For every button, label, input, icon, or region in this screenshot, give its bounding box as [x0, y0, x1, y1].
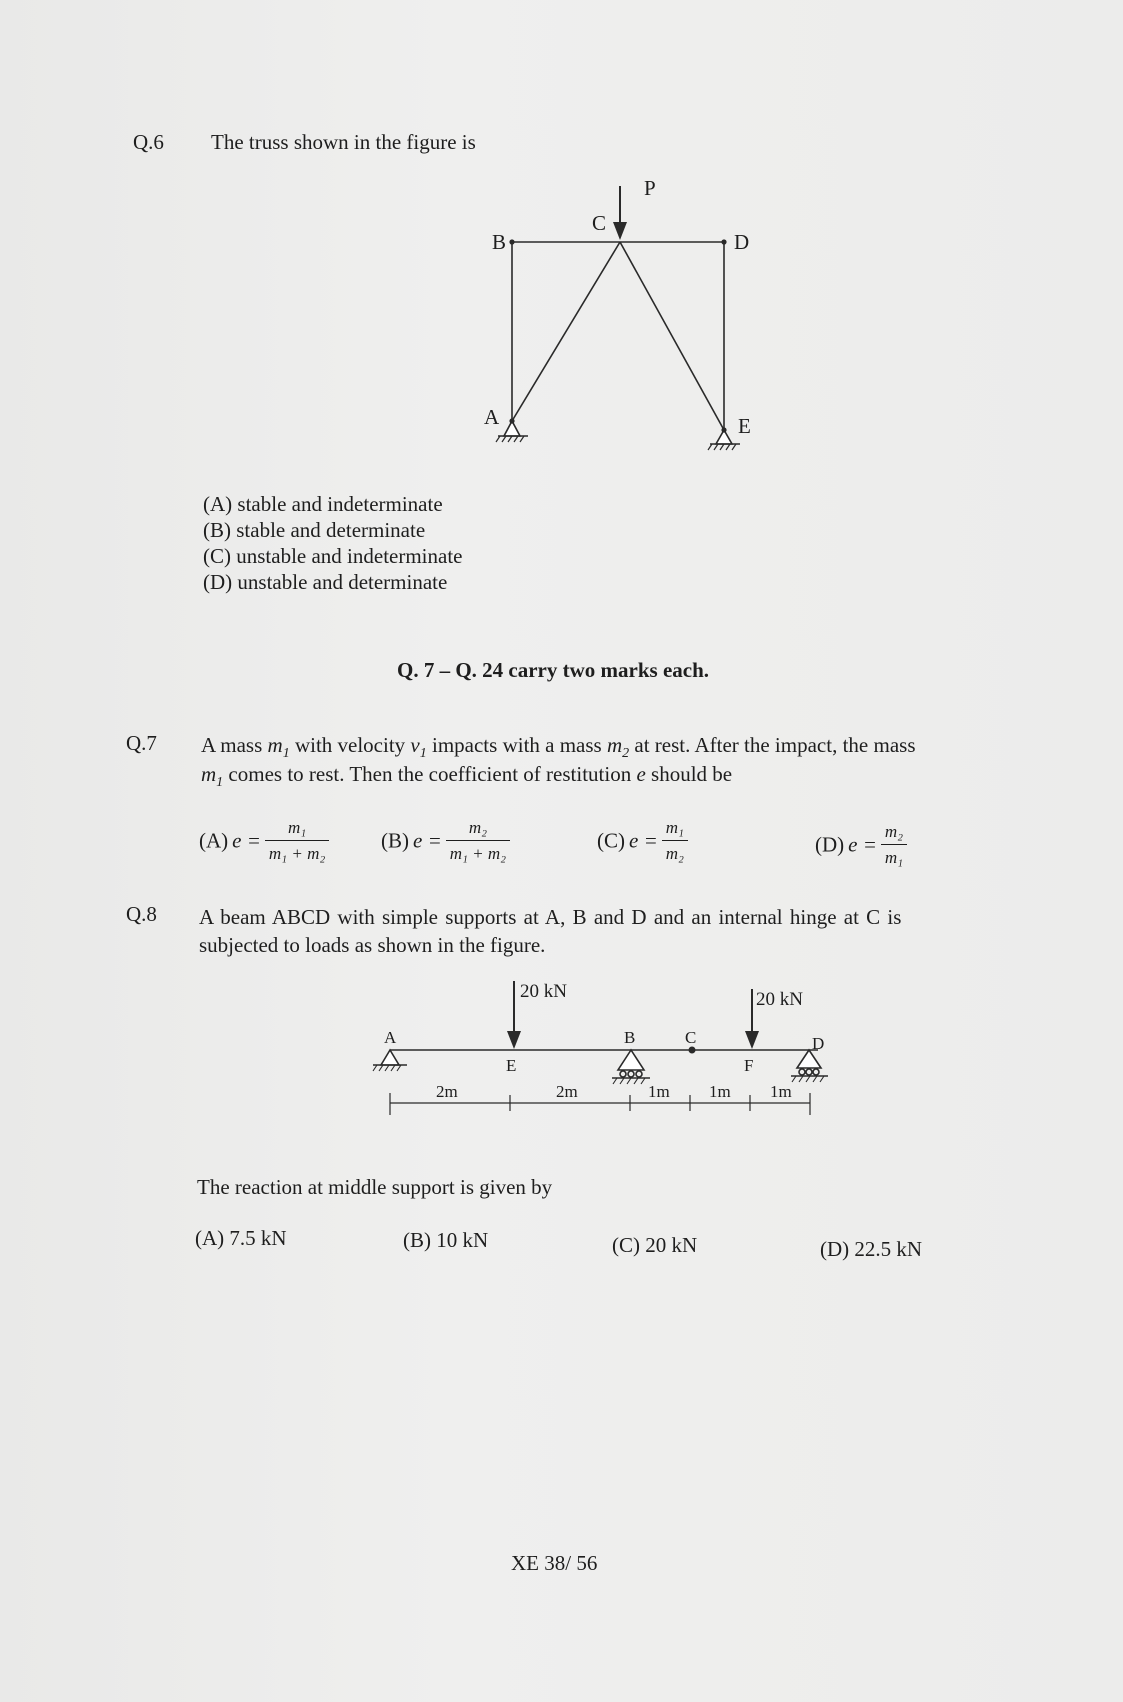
- truss-member-ce: [620, 242, 724, 430]
- dim-label: 1m: [770, 1082, 792, 1101]
- q7-option-a[interactable]: [199, 818, 329, 864]
- dim-label: 1m: [709, 1082, 731, 1101]
- q7-option-b[interactable]: [381, 818, 510, 864]
- sub-2: 2: [622, 746, 630, 762]
- question-number-q6: Q.6: [133, 130, 164, 154]
- q6-option-a[interactable]: (A) stable and indeterminate: [203, 492, 443, 516]
- sub-1: 1: [419, 746, 427, 762]
- denominator: m₂: [662, 840, 688, 864]
- q7-option-d[interactable]: [815, 822, 907, 868]
- section-header: Q. 7 – Q. 24 carry two marks each.: [397, 658, 710, 682]
- beam-label-f: F: [744, 1056, 754, 1075]
- fraction: [265, 818, 329, 864]
- q8-option-a[interactable]: (A) 7.5 kN: [195, 1226, 287, 1250]
- sub-1: 1: [282, 746, 290, 762]
- option-lhs: e =: [232, 828, 261, 853]
- pin-support-a: [381, 1050, 399, 1065]
- numerator: m₂: [468, 818, 488, 837]
- option-label: (B): [381, 828, 409, 853]
- q7-text-seg: at rest. After the impact, the mass: [629, 733, 916, 757]
- numerator: m₂: [884, 822, 904, 841]
- option-lhs: e =: [629, 828, 658, 853]
- fraction: [662, 818, 688, 864]
- var-m1: m: [201, 762, 217, 786]
- q7-text-seg: should be: [645, 762, 733, 786]
- joint-b: [509, 239, 514, 244]
- truss-label-p: P: [644, 176, 656, 200]
- truss-label-b: B: [492, 230, 507, 254]
- q8-option-d[interactable]: (D) 22.5 kN: [820, 1237, 923, 1261]
- beam-label-e: E: [506, 1056, 517, 1075]
- q6-option-b[interactable]: (B) stable and determinate: [203, 518, 426, 542]
- truss-label-e: E: [738, 414, 751, 438]
- q8-option-b[interactable]: (B) 10 kN: [403, 1228, 489, 1252]
- denominator: m₁: [881, 844, 907, 868]
- q7-text-seg: comes to rest. Then the coefficient of restitution: [223, 762, 637, 786]
- fraction: [446, 818, 510, 864]
- q6-option-d[interactable]: (D) unstable and determinate: [203, 570, 448, 594]
- question-number-q7: Q.7: [126, 731, 157, 755]
- var-e: e: [636, 762, 646, 786]
- truss-label-a: A: [484, 405, 500, 429]
- load-arrowhead-f: [745, 1031, 759, 1049]
- option-label: (D): [815, 832, 845, 857]
- load-label-e: 20 kN: [520, 981, 567, 1002]
- roller-support-b: [618, 1050, 644, 1070]
- beam-label-d: D: [812, 1034, 825, 1053]
- q7-text-seg: with velocity: [289, 733, 411, 757]
- option-label: (C): [597, 828, 625, 853]
- option-label: (A): [199, 828, 229, 853]
- dim-label: 2m: [556, 1082, 578, 1101]
- dim-label: 1m: [648, 1082, 670, 1101]
- beam-label-c: C: [685, 1028, 697, 1047]
- var-m1: m: [267, 733, 283, 757]
- question-text-q8-prompt: The reaction at middle support is given by: [197, 1175, 553, 1199]
- truss-label-c: C: [592, 211, 607, 235]
- numerator: m₁: [287, 818, 307, 837]
- question-text-q8-line1: A beam ABCD with simple supports at A, B and D and an internal hinge at C is: [199, 905, 902, 929]
- question-text-q7-line2: [201, 762, 732, 795]
- beam-label-a: A: [384, 1028, 397, 1047]
- dim-label: 2m: [436, 1082, 458, 1101]
- denominator: m₁ + m₂: [265, 840, 329, 864]
- truss-figure: [470, 168, 770, 468]
- var-v1: v: [410, 733, 420, 757]
- page-footer: XE 38/ 56: [511, 1551, 598, 1575]
- numerator: m₁: [665, 818, 684, 837]
- load-label-f: 20 kN: [756, 989, 803, 1010]
- denominator: m₁ + m₂: [446, 840, 510, 864]
- joint-a: [509, 418, 514, 423]
- question-text-q8-line2: subjected to loads as shown in the figure.: [199, 933, 546, 957]
- question-number-q8: Q.8: [126, 902, 157, 926]
- beam-label-b: B: [624, 1028, 636, 1047]
- q6-option-c[interactable]: (C) unstable and indeterminate: [203, 544, 463, 568]
- q7-text-seg: A mass: [201, 733, 268, 757]
- support-hatching: [496, 436, 736, 450]
- question-text-q6: The truss shown in the figure is: [211, 130, 476, 154]
- sub-1: 1: [216, 775, 224, 791]
- load-arrowhead-e: [507, 1031, 521, 1049]
- var-m2: m: [606, 733, 623, 757]
- fraction: [881, 822, 907, 868]
- option-lhs: e =: [413, 828, 442, 853]
- q7-option-c[interactable]: [597, 818, 688, 864]
- q8-option-c[interactable]: (C) 20 kN: [612, 1233, 698, 1257]
- option-lhs: e =: [848, 832, 877, 857]
- truss-member-ac: [512, 242, 620, 421]
- joint-d: [721, 239, 726, 244]
- internal-hinge-c: [689, 1047, 696, 1054]
- truss-label-d: D: [734, 230, 750, 254]
- beam-figure: [360, 975, 840, 1145]
- load-arrowhead-p: [613, 222, 627, 240]
- joint-e: [721, 427, 726, 432]
- q7-text-seg: impacts with a mass: [426, 733, 607, 757]
